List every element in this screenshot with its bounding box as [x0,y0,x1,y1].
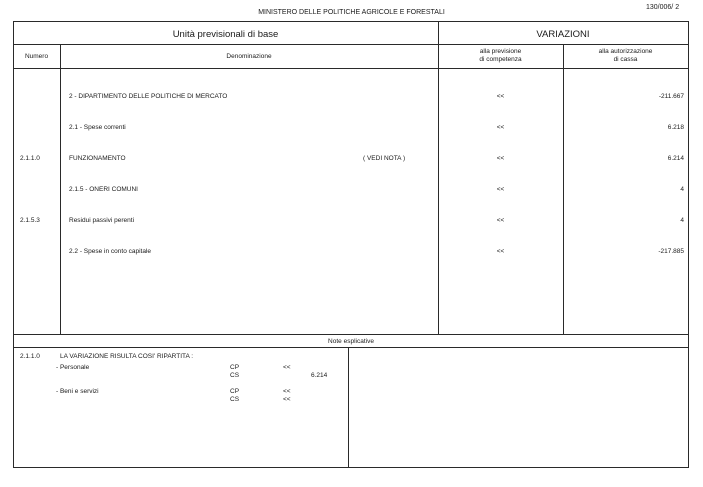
row-previsione: << [496,248,505,255]
notes-line-code: CP [230,388,240,395]
notes-title: Note esplicative [328,338,374,345]
row-previsione: << [496,186,505,193]
notes-item-label: - Personale [56,364,90,371]
variazioni-title: VARIAZIONI [536,29,590,40]
row-cassa: -217.885 [658,248,684,255]
col-cassa-line1: alla autorizzazione [598,48,653,55]
row-cassa: 6.214 [667,155,684,162]
row-note: ( VEDI NOTA ) [363,155,406,162]
row-denominazione: FUNZIONAMENTO [69,155,126,162]
row-previsione: << [496,124,505,131]
notes-line-code: CP [230,364,240,371]
page-code: 130/006/ 2 [646,4,680,11]
ministry-title: MINISTERO DELLE POLITICHE AGRICOLE E FORESTALI [258,9,445,16]
row-cassa: -211.667 [658,93,684,100]
notes-line-value: 6.214 [311,372,328,379]
notes-line-mark: << [283,388,291,395]
row-denominazione: 2.2 - Spese in conto capitale [69,248,152,255]
col-cassa-line2: di cassa [613,56,638,63]
row-denominazione: 2.1.5 - ONERI COMUNI [69,186,138,193]
row-cassa: 4 [680,217,684,224]
notes-heading: LA VARIAZIONE RISULTA COSI' RIPARTITA : [60,353,194,360]
row-denominazione: 2 - DIPARTIMENTO DELLE POLITICHE DI MERCATO [69,93,228,100]
notes-numero: 2.1.1.0 [20,353,40,360]
col-denominazione-header: Denominazione [226,53,272,60]
row-denominazione: 2.1 - Spese correnti [69,124,126,131]
notes-line-code: CS [230,396,240,403]
row-denominazione: Residui passivi perenti [69,217,135,224]
col-previsione-line2: di competenza [479,56,522,63]
row-numero: 2.1.5.3 [20,217,40,224]
col-numero-header: Numero [24,53,49,60]
notes-line-mark: << [283,396,291,403]
row-numero: 2.1.1.0 [20,155,40,162]
col-previsione-line1: alla previsione [479,48,522,55]
notes-line-code: CS [230,372,240,379]
col-cassa-header [563,48,688,64]
col-previsione-header [438,48,563,64]
notes-line-mark: << [283,364,291,371]
row-previsione: << [496,155,505,162]
row-previsione: << [496,93,505,100]
row-previsione: << [496,217,505,224]
row-cassa: 4 [680,186,684,193]
unita-title: Unità previsionali di base [172,29,279,40]
row-cassa: 6.218 [667,124,684,131]
notes-item-label: - Beni e servizi [56,388,99,395]
